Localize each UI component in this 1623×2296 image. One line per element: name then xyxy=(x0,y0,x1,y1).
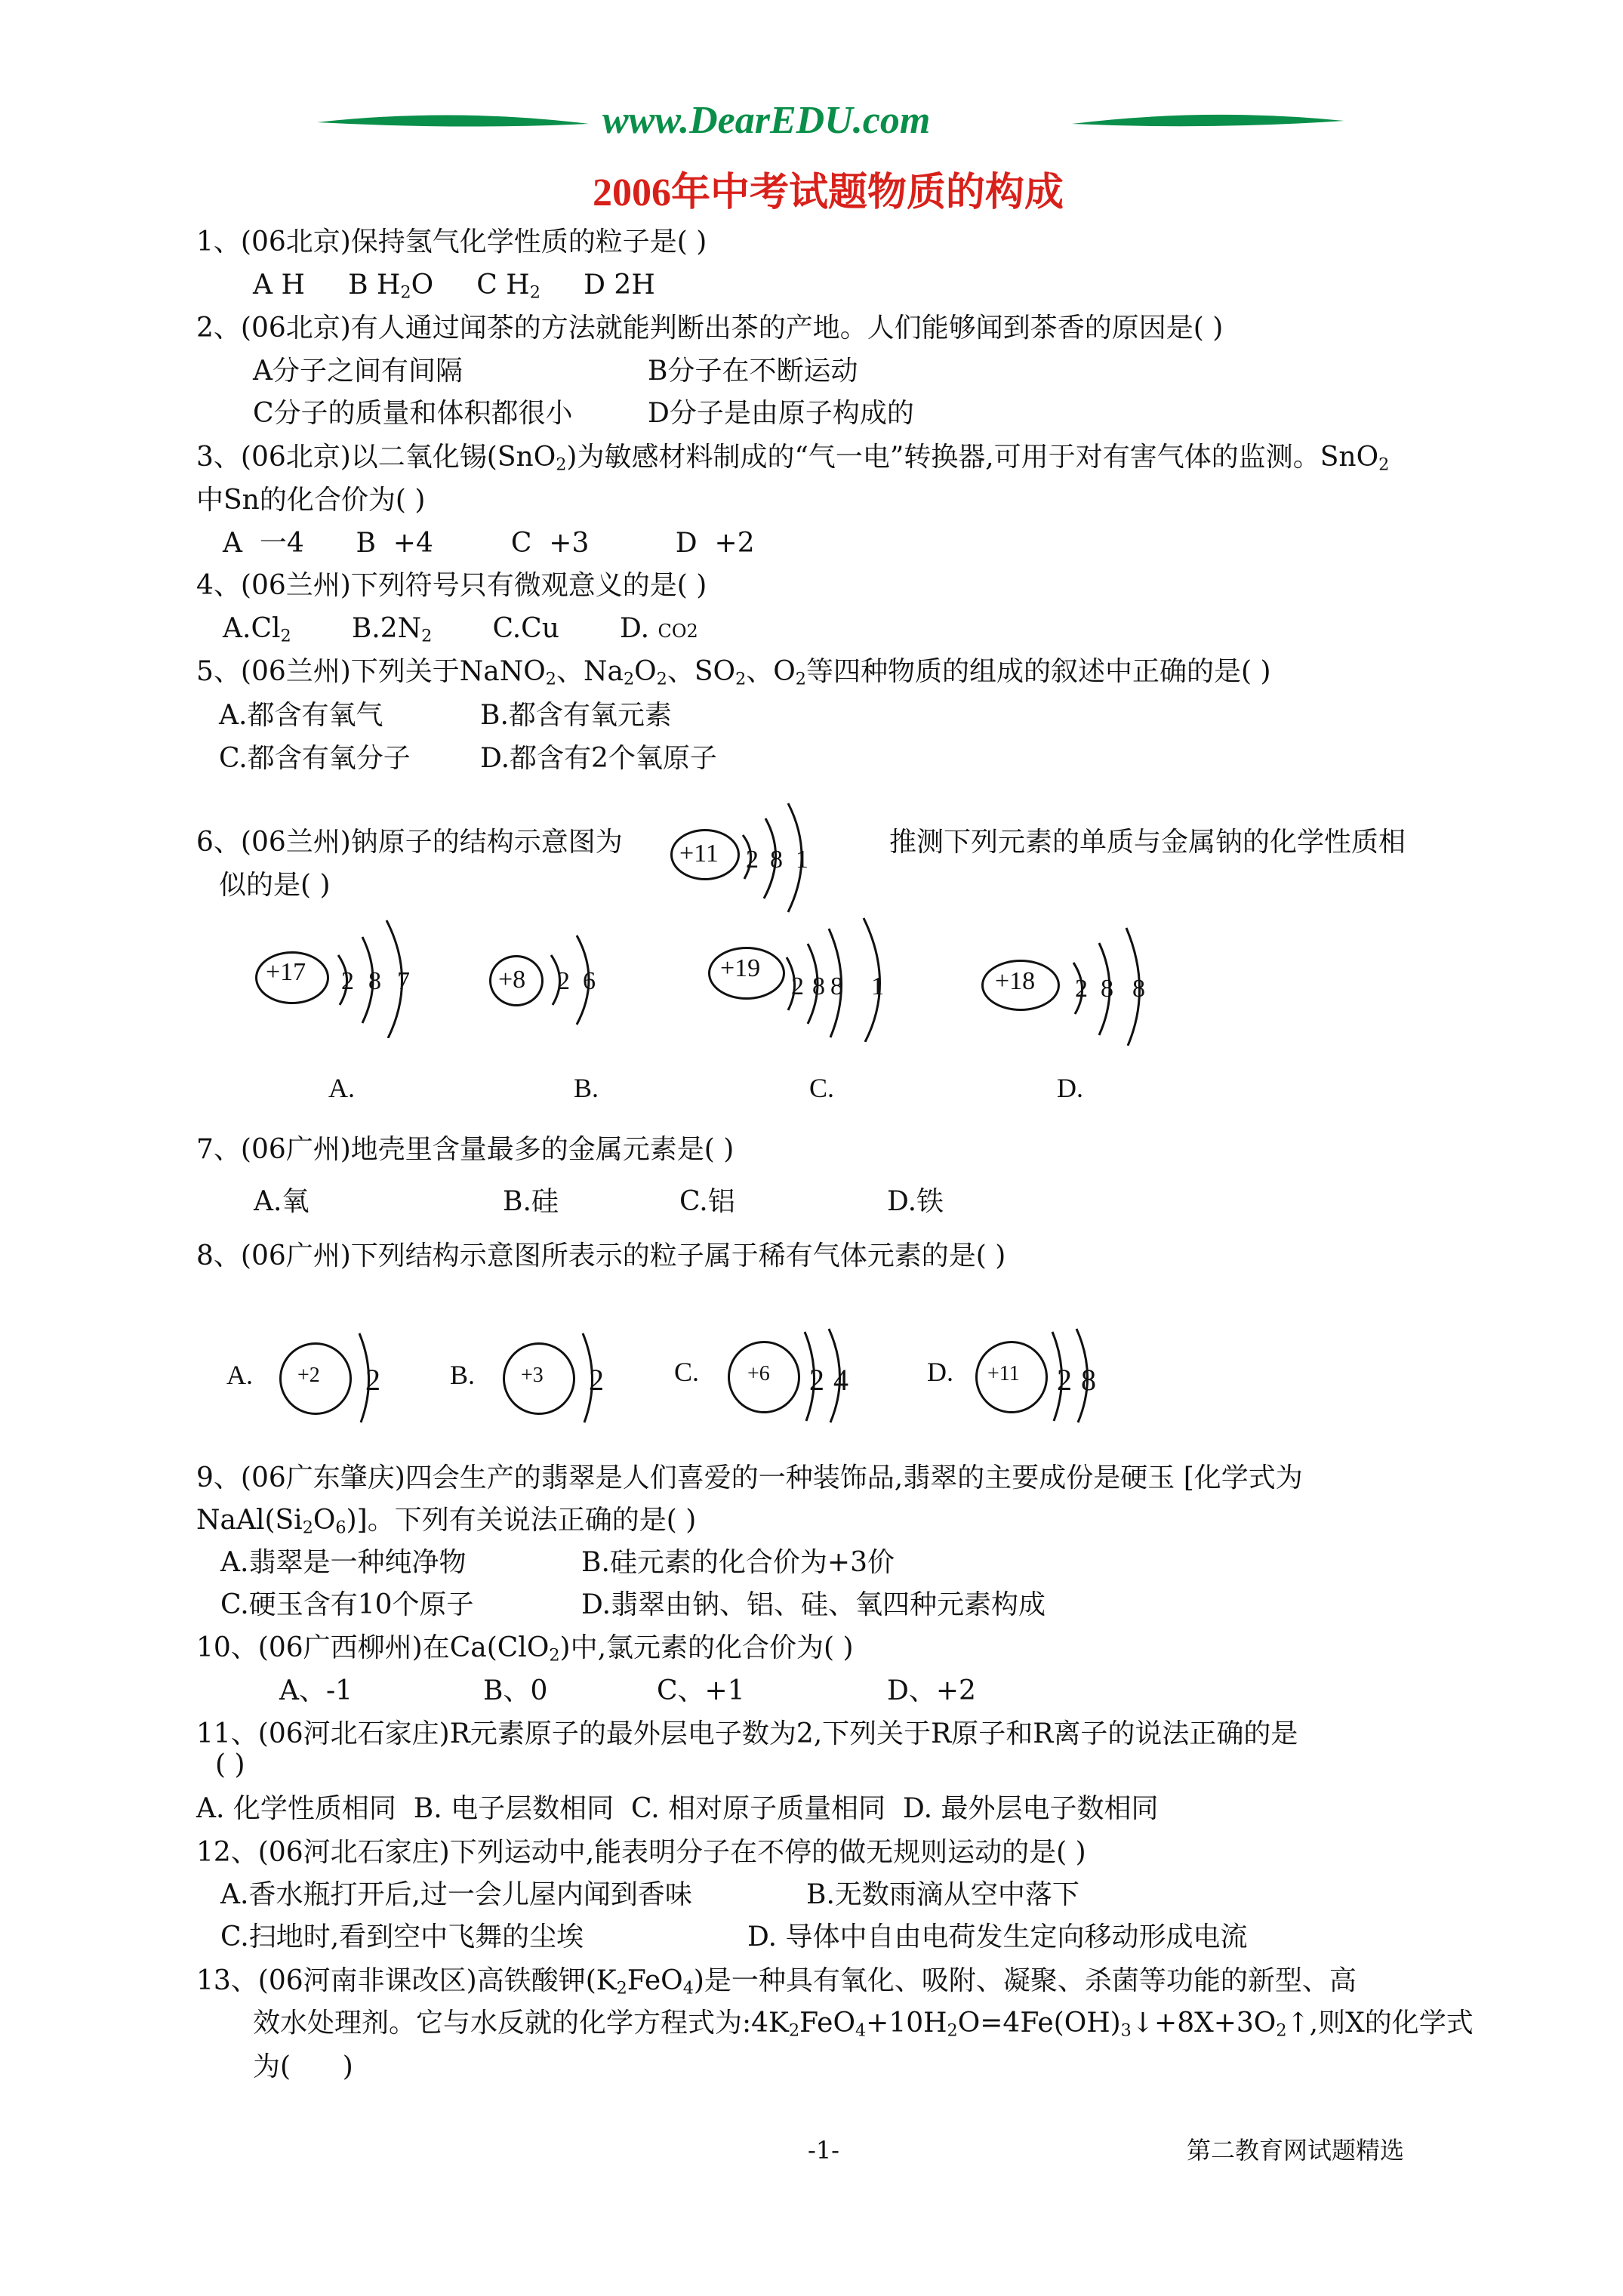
question-8-stem: 8、(06广州)下列结构示意图所表示的粒子属于稀有气体元素的是( ) xyxy=(196,1240,1006,1271)
question-11-stem-line1: 11、(06河北石家庄)R元素原子的最外层电子数为2,下列关于R原子和R离子的说法正确的是 xyxy=(196,1718,1298,1749)
question-2-stem: 2、(06北京)有人通过闻茶的方法就能判断出茶的产地。人们能够闻到茶香的原因是( ) xyxy=(196,313,1224,344)
question-2-option-a: A分子之间有间隔 xyxy=(253,356,463,387)
shell-electrons: 2 xyxy=(1057,1363,1072,1397)
option-c-diagram xyxy=(702,914,929,1042)
question-12-option-d: D. 导体中自由电荷发生定向移动形成电流 xyxy=(747,1922,1248,1952)
shell-electrons: 2 xyxy=(791,972,804,1000)
shell-electrons: 2 xyxy=(589,1363,604,1397)
shell-electrons: 1 xyxy=(796,846,808,874)
option-d-label: D. xyxy=(1057,1073,1083,1103)
q8-option-a-label: A. xyxy=(226,1360,253,1390)
option-d-diagram xyxy=(981,925,1178,1046)
question-7-option-b: B.硅 xyxy=(503,1186,559,1217)
question-9-option-b: B.硅元素的化合价为+3价 xyxy=(581,1547,895,1578)
question-9-stem-line2: $NaAl(Si_2O_6)$]。下列有关说法正确的是( ) xyxy=(196,1505,697,1538)
question-9-option-d: D.翡翠由钠、铝、硅、氧四种元素构成 xyxy=(581,1589,1046,1620)
question-4-options: $A.Cl_2$ $B.2N_2$ C.Cu D. CO2 xyxy=(223,613,698,646)
electron-shell-arcs xyxy=(974,1327,1125,1425)
question-5-option-c: C.都含有氧分子 xyxy=(219,743,411,774)
question-10-option-a: A、-1 xyxy=(279,1675,353,1706)
nucleus-charge: +11 xyxy=(679,840,719,868)
page-title: 2006年中考试题物质的构成 xyxy=(593,171,1064,214)
question-11-options: A. 化学性质相同 B. 电子层数相同 C. 相对原子质量相同 D. 最外层电子数相同 xyxy=(196,1793,1159,1824)
question-9-stem-line1: 9、(06广东肇庆)四会生产的翡翠是人们喜爱的一种装饰品,翡翠的主要成份是硬玉 [化学式为 xyxy=(196,1462,1303,1493)
question-2-option-d: D分子是由原子构成的 xyxy=(648,398,914,429)
nucleus-charge: +2 xyxy=(297,1364,320,1387)
q8-option-d-label: D. xyxy=(927,1357,953,1387)
question-7-option-d: D.铁 xyxy=(887,1186,944,1217)
question-10-option-c: C、+1 xyxy=(657,1675,745,1706)
question-2-option-b: B分子在不断运动 xyxy=(648,356,858,387)
question-10-stem: 10、(06广西柳州)在Ca(ClO$_2$)中,氯元素的化合价为( ) xyxy=(196,1632,854,1666)
question-13-stem-line3: 为( ) xyxy=(253,2051,353,2082)
question-13-stem-line1: 13、(06河南非课改区)高铁酸钾$(K_2FeO_4)$是一种具有氧化、吸附、凝聚、杀菌等功能的新型、高 xyxy=(196,1965,1357,1999)
question-10-option-d: D、+2 xyxy=(887,1675,976,1706)
question-2-option-c: C分子的质量和体积都很小 xyxy=(253,398,573,429)
q8-option-a-diagram xyxy=(278,1329,399,1427)
electron-shell-arcs xyxy=(664,800,861,914)
shell-electrons: 8 xyxy=(830,972,843,1000)
option-a-diagram xyxy=(249,910,445,1038)
shell-electrons: 2 xyxy=(365,1363,380,1397)
nucleus-charge: +17 xyxy=(266,958,306,986)
shell-electrons: 8 xyxy=(1132,975,1145,1003)
q8-option-c-diagram xyxy=(726,1327,877,1425)
nucleus-charge: +11 xyxy=(987,1362,1020,1385)
shell-electrons: 6 xyxy=(583,967,596,995)
question-3-stem-line2: 中Sn的化合价为( ) xyxy=(196,485,426,516)
question-6-stem-line1: 6、(06兰州)钠原子的结构示意图为 xyxy=(196,827,623,858)
electron-shell-arcs xyxy=(501,1329,622,1427)
question-5-option-d: D.都含有2个氧原子 xyxy=(480,743,717,774)
question-3-options: A 一4 B +4 C +3 D +2 xyxy=(223,528,755,559)
shell-electrons: 1 xyxy=(871,972,884,1000)
electron-shell-arcs xyxy=(726,1327,877,1425)
nucleus-charge: +18 xyxy=(995,967,1036,995)
shell-electrons: 8 xyxy=(812,972,825,1000)
question-5-stem: 5、(06兰州)下列关于NaNO$_2$、$Na_2O_2$、$SO_2$、$O_2$等四种物质的组成的叙述中正确的是( ) xyxy=(196,656,1271,689)
footer-source: 第二教育网试题精选 xyxy=(1187,2136,1405,2165)
question-12-option-a: A.香水瓶打开后,过一会儿屋内闻到香味 xyxy=(220,1879,692,1910)
question-12-stem: 12、(06河北石家庄)下列运动中,能表明分子在不停的做无规则运动的是( ) xyxy=(196,1837,1086,1868)
question-12-option-c: C.扫地时,看到空中飞舞的尘埃 xyxy=(220,1922,584,1952)
nucleus-charge: +6 xyxy=(747,1362,770,1385)
question-1-options: A H B $H_2O$ C $H_2$ D 2H xyxy=(253,270,655,303)
question-7-option-c: C.铝 xyxy=(679,1186,735,1217)
nucleus-charge: +3 xyxy=(521,1364,544,1387)
shell-electrons: 8 xyxy=(1101,975,1113,1003)
q8-option-b-diagram xyxy=(501,1329,622,1427)
question-5-option-a: A.都含有氧气 xyxy=(219,700,383,731)
shell-electrons: 2 xyxy=(341,967,354,995)
q8-option-d-diagram xyxy=(974,1327,1125,1425)
option-a-label: A. xyxy=(328,1073,355,1103)
question-13-stem-line2: 效水处理剂。它与水反就的化学方程式为$:4K_2FeO_4+10H_2O=4Fe(OH)_3↓+8X+3O_2↑$,则X的化学式 xyxy=(253,2008,1474,2041)
option-b-label: B. xyxy=(574,1073,599,1103)
question-4-stem: 4、(06兰州)下列符号只有微观意义的是( ) xyxy=(196,570,707,601)
question-6-stem-line2: 似的是( ) xyxy=(219,870,331,901)
option-c-label: C. xyxy=(809,1073,835,1103)
q8-option-c-label: C. xyxy=(674,1357,700,1387)
nucleus-charge: +8 xyxy=(498,966,526,994)
shell-electrons: 8 xyxy=(368,967,381,995)
question-1-stem: 1、(06北京)保持氢气化学性质的粒子是( ) xyxy=(196,227,707,257)
question-9-option-a: A.翡翠是一种纯净物 xyxy=(220,1547,467,1578)
question-11-stem-line2: ( ) xyxy=(215,1749,245,1780)
shell-electrons: 2 xyxy=(1075,975,1088,1003)
question-5-option-b: B.都含有氧元素 xyxy=(480,700,672,731)
shell-electrons: 2 xyxy=(746,846,759,874)
nucleus-charge: +19 xyxy=(720,954,761,982)
shell-electrons: 2 xyxy=(809,1363,824,1397)
shell-electrons: 4 xyxy=(833,1363,848,1397)
q8-option-b-label: B. xyxy=(450,1360,476,1390)
question-12-option-b: B.无数雨滴从空中落下 xyxy=(806,1879,1079,1910)
shell-electrons: 2 xyxy=(557,967,570,995)
shell-electrons: 7 xyxy=(397,967,410,995)
question-3-stem-line1: 3、(06北京)以二氧化锡(SnO$_2$)为敏感材料制成的“气一电”转换器,可用于对有害气体的监测。SnO$_2$ xyxy=(196,442,1390,475)
question-6-stem-line1-tail: 推测下列元素的单质与金属钠的化学性质相 xyxy=(889,827,1406,858)
question-7-stem: 7、(06广州)地壳里含量最多的金属元素是( ) xyxy=(196,1134,735,1165)
option-b-diagram xyxy=(489,925,640,1031)
page-number: -1- xyxy=(808,2136,839,2165)
question-9-option-c: C.硬玉含有10个原子 xyxy=(220,1589,474,1620)
sodium-atom-diagram xyxy=(664,800,861,914)
site-logo: www.DearEDU.com xyxy=(602,99,931,142)
question-10-option-b: B、0 xyxy=(483,1675,548,1706)
electron-shell-arcs xyxy=(278,1329,399,1427)
shell-electrons: 8 xyxy=(770,846,783,874)
shell-electrons: 8 xyxy=(1081,1363,1096,1397)
question-7-option-a: A.氧 xyxy=(254,1186,310,1217)
